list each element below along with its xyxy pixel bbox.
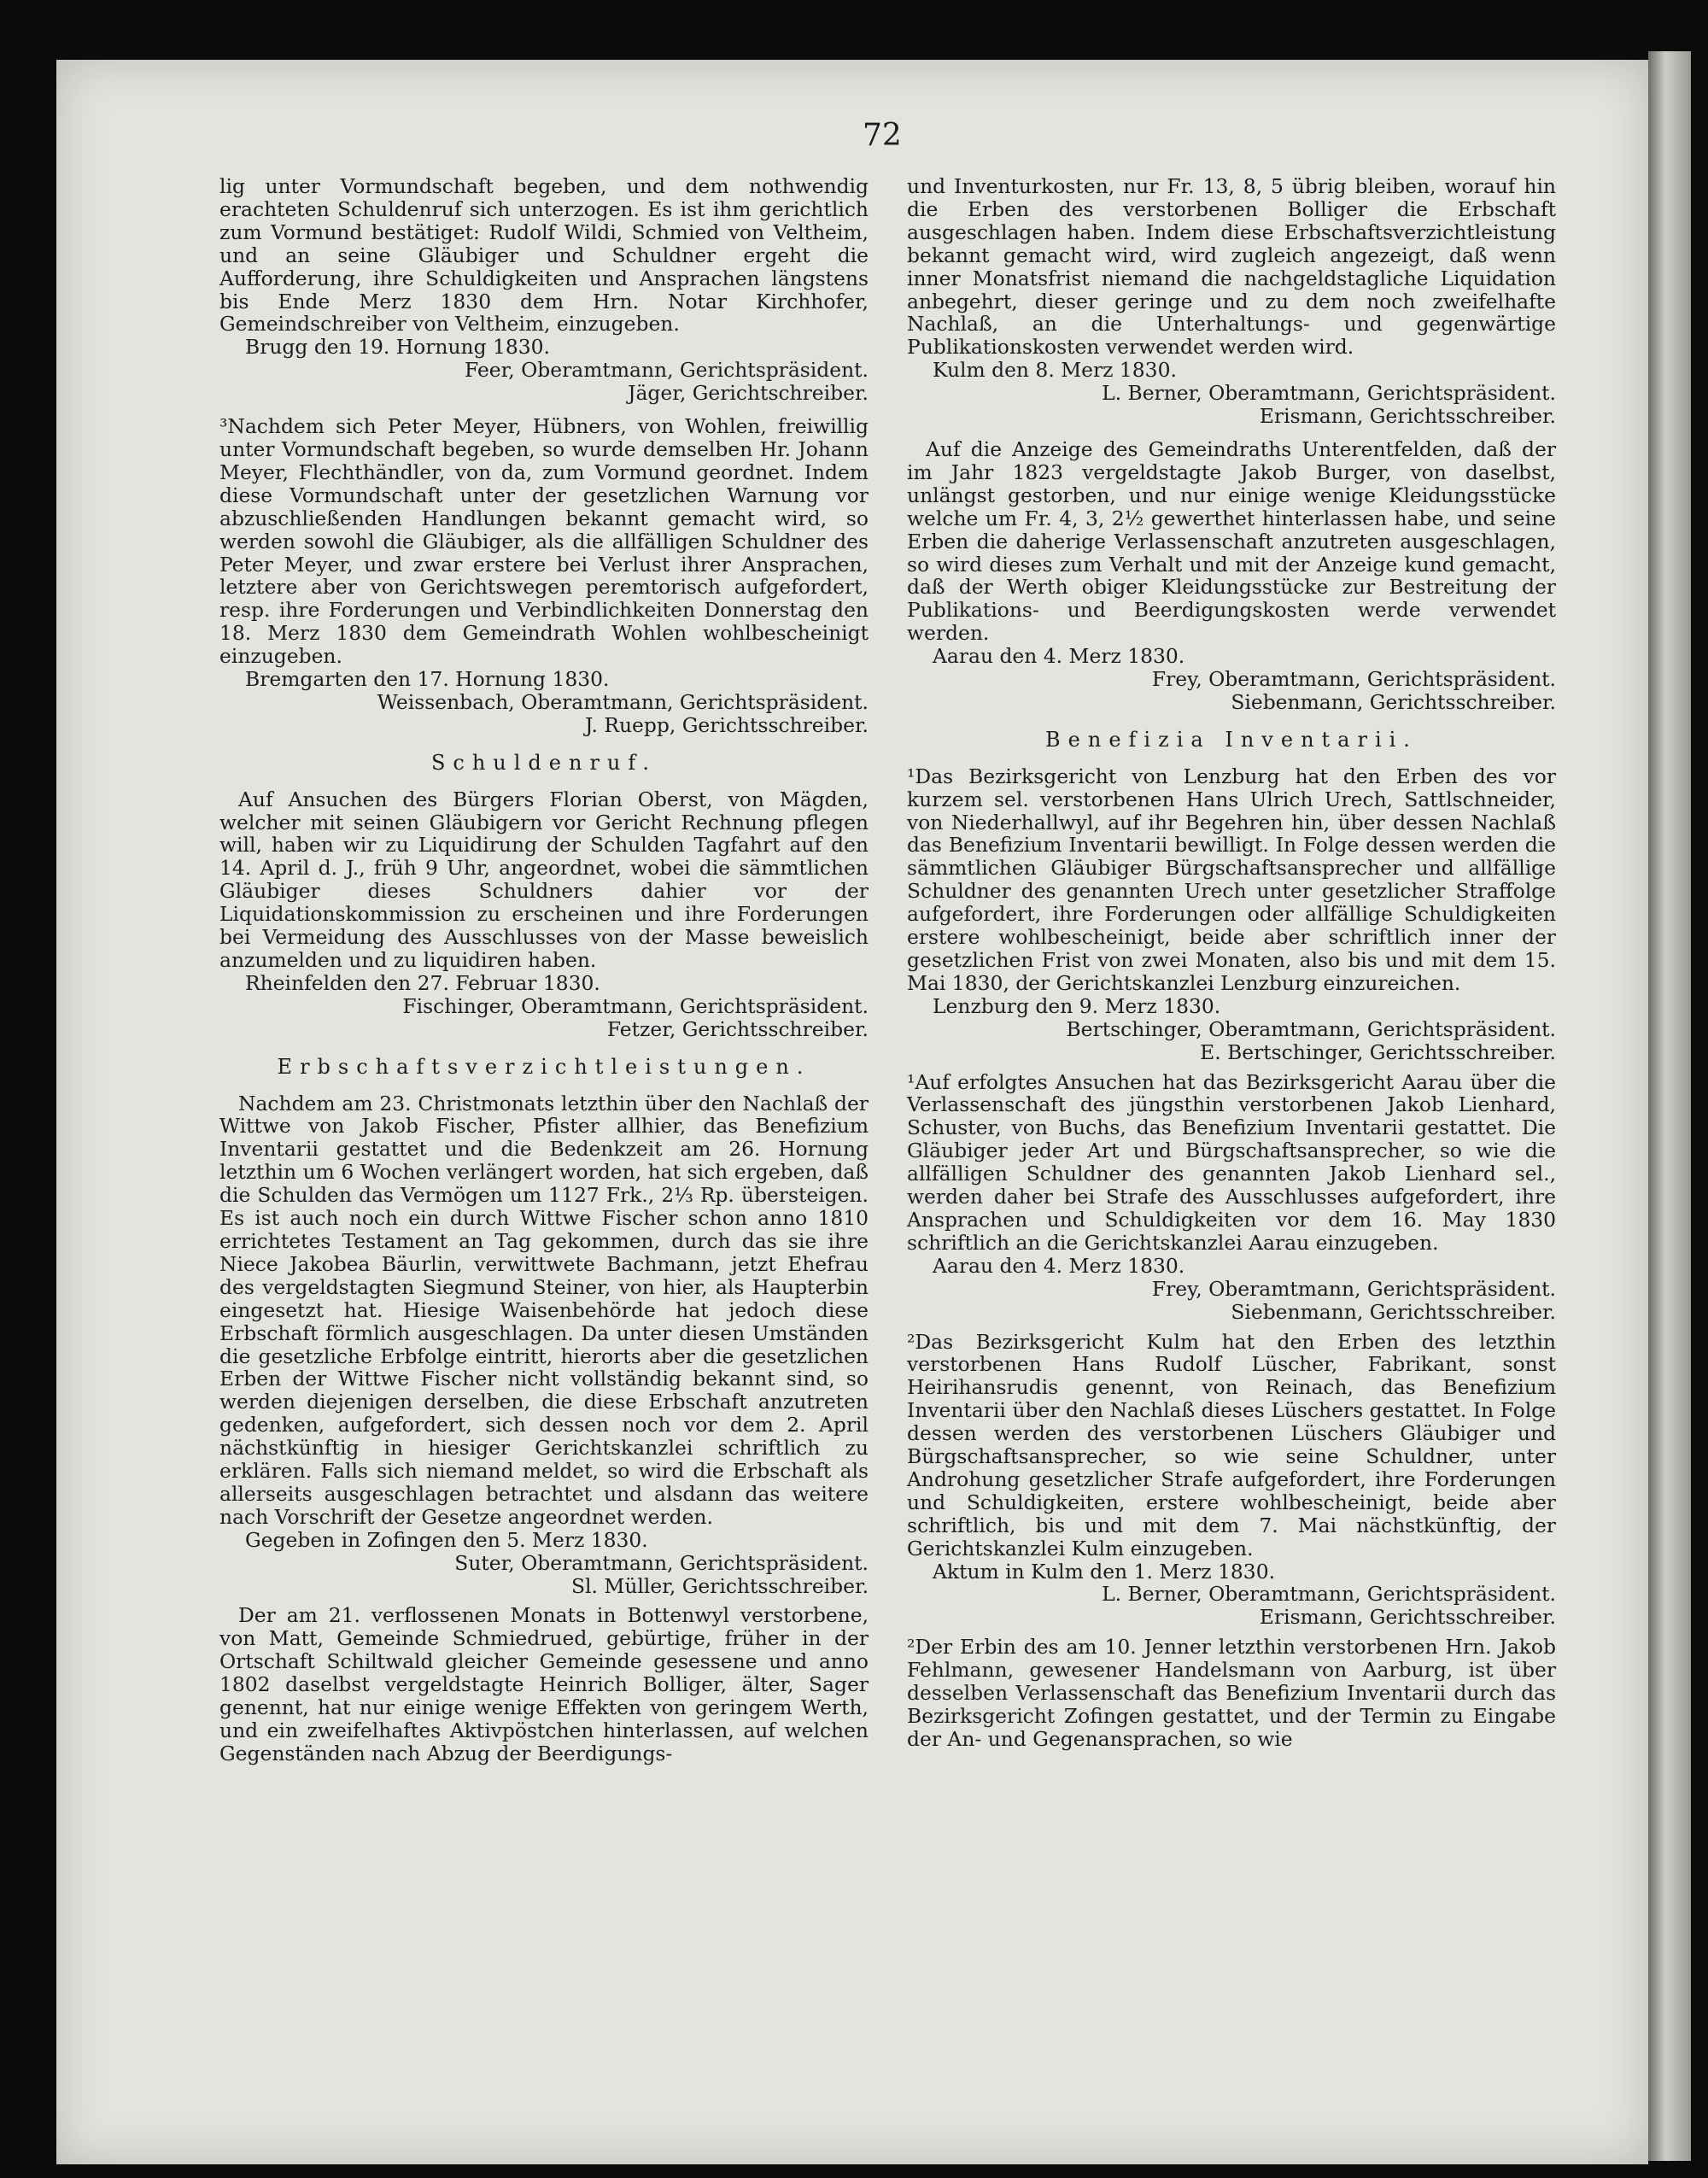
notice-text: Der am 21. verflossenen Monats in Bottenwyl verstorbene, von Matt, Gemeinde Schmiedrued, gebürtige, früher in der Ortschaft Schiltwald gleicher Gemeinde gesessene und anno 1802 daselbst vergeldstagte Heinrich Bolliger, älter, Sager genennt, hat nur einige wenige Effekten von geringem Werth, und ein zweifelhaftes Aktivpöstchen hinterlassen, auf welchen Gegenständen nach Abzug der Beerdigungs- <box>219 1603 869 1765</box>
notice-text: Auf Ansuchen des Bürgers Florian Oberst, von Mägden, welcher mit seinen Gläubigern vor Gericht Rechnung pflegen will, haben wir zu Liquidirung der Schulden Tagfahrt auf den 14. April d. J., früh 9 Uhr, angeordnet, wobei die sämmtlichen Gläubiger dieses Schuldners dahier vor der Liquidationskommission zu erscheinen und ihre Forderungen bei Vermeidung des Ausschlusses von der Masse beweislich anzumelden und zu liquidiren haben. <box>219 787 869 972</box>
right-column <box>907 175 1556 1751</box>
notice-date: Lenzburg den 9. Merz 1830. <box>933 993 1221 1018</box>
notice-date: Aktum in Kulm den 1. Merz 1830. <box>933 1559 1276 1584</box>
notice-text: Nachdem am 23. Christmonats letzthin über den Nachlaß der Wittwe von Jakob Fischer, Pfister allhier, das Benefizium Inventarii gestattet und die Bedenkzeit am 26. Hornung letzthin um 6 Wochen verlängert worden, hat sich ergeben, daß die Schulden das Vermögen um 1127 Frk., 2⅓ Rp. übersteigen. Es ist auch noch ein durch Wittwe Fischer schon anno 1810 errichtetes Testament an Tag gekommen, durch das sie ihre Niece Jakobea Bäurlin, verwittwete Bachmann, jetzt Ehefrau des vergeldstagten Siegmund Steiner, von hier, als Haupterbin eingesetzt hat. Hiesige Waisenbehörde hat jedoch diese Erbschaft förmlich ausgeschlagen. Da unter diesen Umständen die gesetzliche Erbfolge eintritt, hierorts aber die gesetzlichen Erben der Wittwe Fischer nicht vollständig bekannt sind, so werden diejenigen derselben, die diese Erbschaft anzutreten gedenken, aufgefordert, sich dessen noch vor dem 2. April nächstkünftig in hiesiger Gerichtskanzlei schriftlich zu erklären. Falls sich niemand meldet, so wird die Erbschaft als allerseits ausgeschlagen betrachtet und alsdann das weitere nach Vorschrift der Gesetze angeordnet werden. <box>219 1091 869 1529</box>
notice-date: Gegeben in Zofingen den 5. Merz 1830. <box>245 1527 648 1552</box>
notice-signature: Jäger, Gerichtschreiber. <box>628 381 869 406</box>
notice-signature: Suter, Oberamtmann, Gerichtspräsident. <box>454 1550 869 1575</box>
notice-signature: J. Ruepp, Gerichtsschreiber. <box>584 712 869 737</box>
notice-signature: Fetzer, Gerichtsschreiber. <box>606 1016 869 1041</box>
section-heading: Schuldenruf. <box>430 750 658 775</box>
notice-signature: Erismann, Gerichtsschreiber. <box>1259 1605 1556 1630</box>
notice-text: und Inventurkosten, nur Fr. 13, 8, 5 übrig bleiben, worauf hin die Erben des verstorbenen Bolliger die Erbschaft ausgeschlagen haben. Indem diese Erbschaftsverzichtleistung bekannt gemacht wird, wird zugleich angezeigt, daß wenn inner Monatsfrist niemand die nachgeldstagliche Liquidation anbegehrt, dieser geringe und zu dem noch zweifelhafte Nachlaß, an die Unterhaltungs- und gegenwärtige Publikationskosten verwendet werden wird. <box>907 174 1556 360</box>
notice-signature: Fischinger, Oberamtmann, Gerichtspräsident. <box>402 993 869 1018</box>
notice-signature: Erismann, Gerichtsschreiber. <box>1259 404 1556 429</box>
notice-text: ²Der Erbin des am 10. Jenner letzthin verstorbenen Hrn. Jakob Fehlmann, gewesener Handelsmann von Aarburg, ist über desselben Verlassenschaft das Benefizium Inventarii durch das Bezirksgericht Zofingen gestattet, und der Termin zu Eingabe der An- und Gegenansprachen, so wie <box>907 1635 1556 1751</box>
notice-signature: Frey, Oberamtmann, Gerichtspräsident. <box>1151 1276 1556 1301</box>
notice-date: Rheinfelden den 27. Februar 1830. <box>245 970 600 995</box>
notice-date: Aarau den 4. Merz 1830. <box>933 1253 1185 1278</box>
section-heading: Benefizia Inventarii. <box>1045 727 1418 752</box>
notice-text: ¹Das Bezirksgericht von Lenzburg hat den Erben des vor kurzem sel. verstorbenen Hans Ulrich Urech, Sattlschneider, von Niederhallwyl, auf ihr Begehren hin, über dessen Nachlaß das Benefizium Inventarii bewilligt. In Folge dessen werden die sämmtlichen Gläubiger Bürgschaftsansprecher und allfällige Schuldner des genannten Urech unter gesetzlicher Straffolge aufgefordert, ihre Forderungen oder allfällige Schuldigkeiten erstere wohlbescheinigt, beide aber schriftlich inner der gesetzlichen Frist von zwei Monaten, also bis und mit dem 15. Mai 1830, der Gerichtskanzlei Lenzburg einzureichen. <box>907 764 1556 995</box>
notice-signature: Siebenmann, Gerichtsschreiber. <box>1231 689 1556 714</box>
notice-signature: Bertschinger, Oberamtmann, Gerichtspräsident. <box>1066 1016 1556 1041</box>
notice-text: ³Nachdem sich Peter Meyer, Hübners, von Wohlen, freiwillig unter Vormundschaft begeben, so wurde demselben Hr. Johann Meyer, Flechthändler, von da, zum Vormund geordnet. Indem diese Vormundschaft unter der gesetzlichen Warnung vor abzuschließenden Handlungen bekannt gemacht wird, so werden sowohl die Gläubiger, als die allfälligen Schuldner des Peter Meyer, und zwar erstere bei Verlust ihrer Ansprachen, letztere aber von Gerichtswegen peremtorisch aufgefordert, resp. ihre Forderungen und Verbindlichkeiten Donnerstag den 18. Merz 1830 dem Gemeindrath Wohlen wohlbescheinigt einzugeben. <box>219 414 869 669</box>
notice-signature: L. Berner, Oberamtmann, Gerichtspräsident. <box>1102 1582 1556 1607</box>
notice-signature: Weissenbach, Oberamtmann, Gerichtspräsident. <box>377 689 869 714</box>
notice-signature: Siebenmann, Gerichtsschreiber. <box>1231 1299 1556 1324</box>
notice-text: Auf die Anzeige des Gemeindraths Unterentfelden, daß der im Jahr 1823 vergeldstagte Jakob Burger, von daselbst, unlängst gestorben, und nur einige wenige Kleidungsstücke welche um Fr. 4, 3, 2½ gewerthet hinterlassen habe, und seine Erben die daherige Verlassenschaft anzutreten ausgeschlagen, so wird dieses zum Verhalt und mit der Anzeige kund gemacht, daß der Werth obiger Kleidungsstücke zur Bestreitung der Publikations- und Beerdigungskosten werde verwendet werden. <box>907 436 1556 646</box>
notice-signature: Frey, Oberamtmann, Gerichtspräsident. <box>1151 667 1556 692</box>
page-edge <box>1648 51 1691 2161</box>
notice-text: ²Das Bezirksgericht Kulm hat den Erben des letzthin verstorbenen Hans Rudolf Lüscher, Fabrikant, sonst Heirihansrudis genennt, von Reinach, das Benefizium Inventarii über den Nachlaß dieses Lüschers gestattet. In Folge dessen werden des verstorbenen Lüschers Gläubiger und Bürgschaftsansprecher, so wie seine Schuldner, unter Androhung gesetzlicher Strafe aufgefordert, ihre Forderungen und Schuldigkeiten, erstere wohlbescheinigt, beide aber schriftlich, bis und mit dem 7. Mai nächstkünftig, der Gerichtskanzlei Kulm einzugeben. <box>907 1329 1556 1560</box>
page-number: 72 <box>863 118 902 153</box>
notice-signature: E. Bertschinger, Gerichtsschreiber. <box>1200 1039 1556 1064</box>
notice-signature: Sl. Müller, Gerichtsschreiber. <box>571 1573 869 1598</box>
left-column <box>219 175 869 1765</box>
notice-signature: Feer, Oberamtmann, Gerichtspräsident. <box>465 358 869 383</box>
notice-text: ¹Auf erfolgtes Ansuchen hat das Bezirksgericht Aarau über die Verlassenschaft des jüngsthin verstorbenen Jakob Lienhard, Schuster, von Buchs, das Benefizium Inventarii gestattet. Die Gläubiger jeder Art und Bürgschaftsansprecher, so wie die allfälligen Schuldner des genannten Jakob Lienhard sel., werden daher bei Strafe des Ausschlusses aufgefordert, ihre Ansprachen und Schuldigkeiten vor dem 16. May 1830 schriftlich an die Gerichtskanzlei Aarau einzugeben. <box>907 1069 1556 1255</box>
notice-signature: L. Berner, Oberamtmann, Gerichtspräsident. <box>1102 381 1556 406</box>
section-heading: Erbschaftsverzichtleistungen. <box>277 1054 811 1079</box>
notice-date: Aarau den 4. Merz 1830. <box>933 644 1185 669</box>
notice-date: Kulm den 8. Merz 1830. <box>933 358 1177 383</box>
notice-date: Bremgarten den 17. Hornung 1830. <box>245 667 610 692</box>
notice-date: Brugg den 19. Hornung 1830. <box>245 335 550 360</box>
notice-text: lig unter Vormundschaft begeben, und dem nothwendig erachteten Schuldenruf sich unterzogen. Es ist ihm gerichtlich zum Vormund bestätiget: Rudolf Wildi, Schmied von Veltheim, und an seine Gläubiger und Schuldner ergeht die Aufforderung, ihre Schuldigkeiten und Ansprachen längstens bis Ende Merz 1830 dem Hrn. Notar Kirchhofer, Gemeindschreiber von Veltheim, einzugeben. <box>219 174 869 337</box>
